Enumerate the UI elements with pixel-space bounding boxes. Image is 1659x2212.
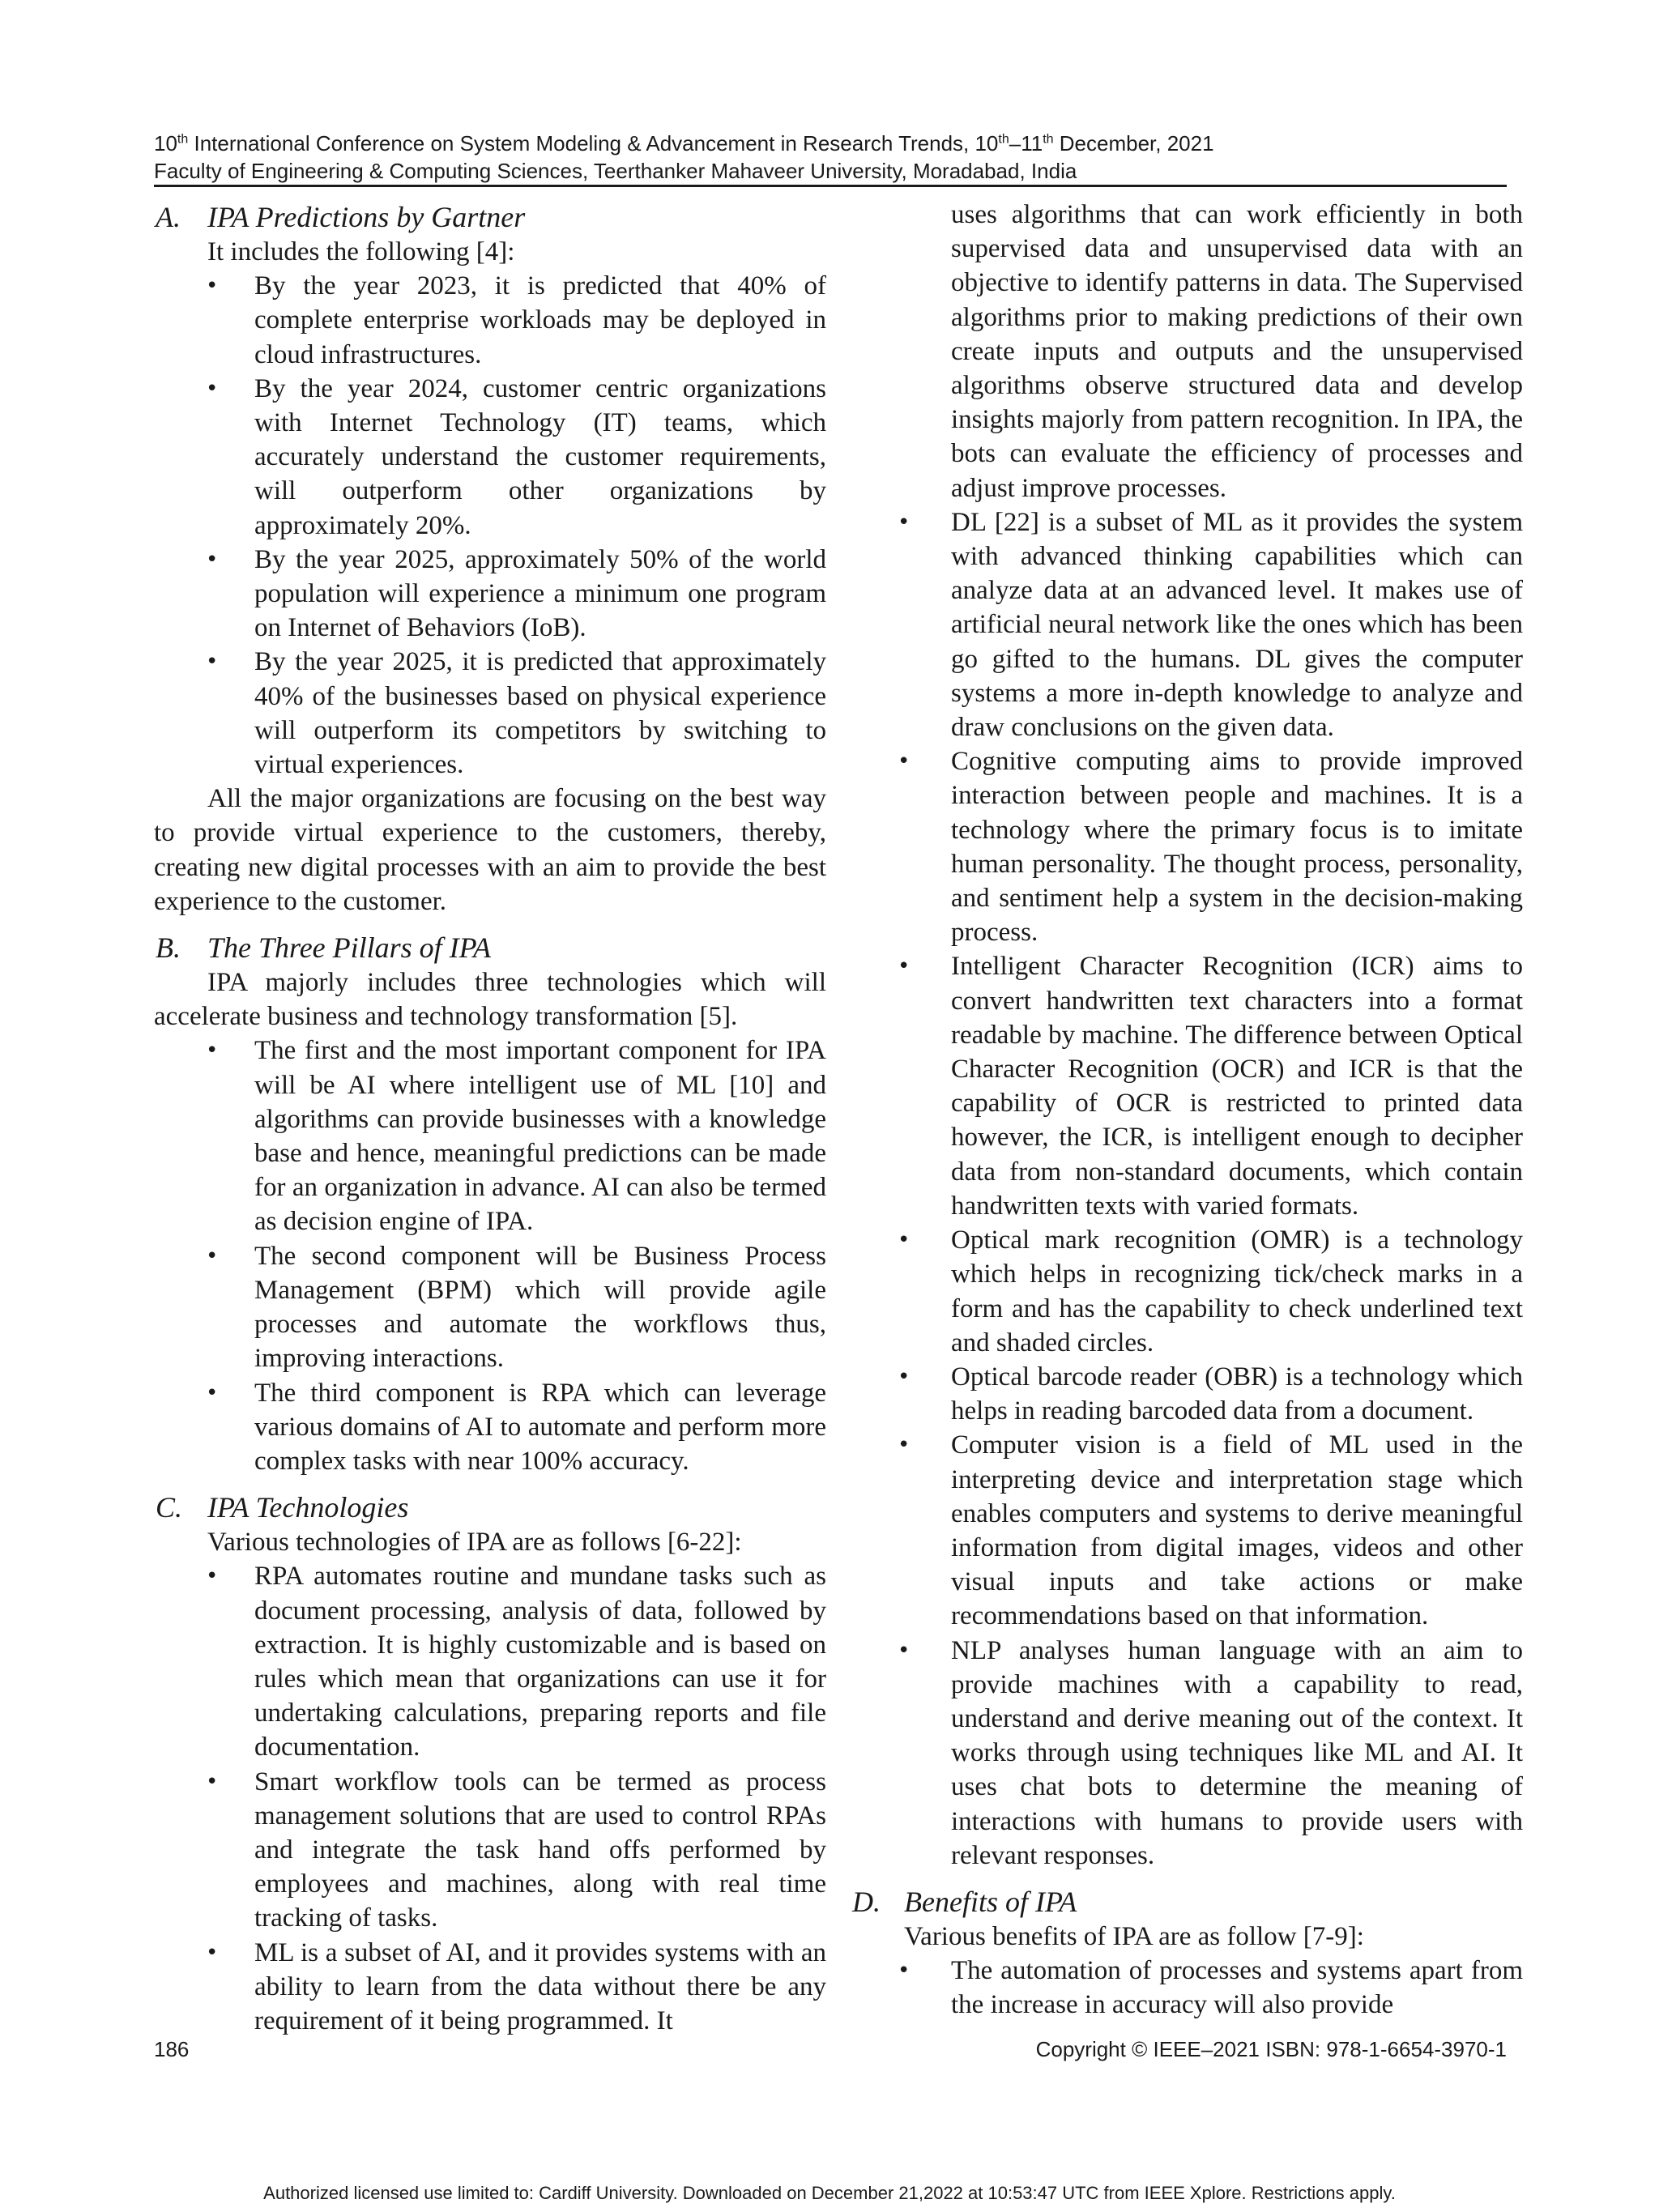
bullet-icon: • [206,376,219,401]
bullet-icon: • [898,1958,911,1984]
bullet-icon: • [206,1940,219,1965]
copyright-notice: Copyright © IEEE–2021 ISBN: 978-1-6654-3970-1 [1035,2037,1507,2061]
section-heading-d [851,1882,1523,1920]
section-title: IPA Technologies [207,1491,409,1524]
header-text: December, 2021 [1053,131,1214,156]
right-column [851,198,1523,2022]
list-item-text: The first and the most important component for IPA will be AI where intelligent use of ML [10] and algorithms can provide businesses with a knowledge base and hence, meaningful predictions can be made for an organization in advance. AI can also be termed as decision engine of IPA. [254,1036,826,1237]
running-header [154,130,1507,185]
list-item [851,1223,1523,1360]
header-faculty-line: Faculty of Engineering & Computing Sciences, Teerthanker Mahaveer University, Moradabad, India [154,159,1077,183]
continued-paragraph: uses algorithms that can work efficiently in both supervised data and unsupervised data with an objective to identify patterns in data. The Supervised algorithms prior to making predictions of their own create inputs and outputs and the unsupervised algorithms observe structured data and develop insights majorly from pattern recognition. In IPA, the bots can evaluate the efficiency of processes and adjust improve processes. [951,200,1523,503]
list-item [851,1360,1523,1428]
header-conference-line [154,130,1507,157]
bullet-icon: • [206,1769,219,1794]
bullet-icon: • [898,509,911,535]
list-item-text: Optical barcode reader (OBR) is a technology which helps in reading barcoded data from a document. [951,1362,1523,1426]
bullet-list [154,1034,826,1478]
list-item-text: ML is a subset of AI, and it provides systems with an ability to learn from the data without there be any requirement of it being programmed. It [254,1937,826,2035]
list-item [851,1634,1523,1873]
header-text: International Conference on System Modeling & Advancement in Research Trends, 10 [188,131,999,156]
bullet-icon: • [898,749,911,774]
license-notice: Authorized licensed use limited to: Cardiff University. Downloaded on December 21,2022 at 10:53:47 UTC from IEEE Xplore. Restrictions apply. [263,2183,1396,2203]
list-item-text: Cognitive computing aims to provide improved interaction between people and machines. It is a technology where the primary focus is to imitate human personality. The thought process, personality, and sentiment help a system in the decision-making process. [951,747,1523,948]
bullet-icon: • [206,1243,219,1268]
list-item [154,1376,826,1479]
section-title: The Three Pillars of IPA [207,931,491,965]
header-sup: th [1043,132,1054,147]
list-item [154,1765,826,1936]
header-text: –11 [1009,131,1043,156]
bullet-icon: • [206,547,219,572]
page-number: 186 [154,2037,190,2061]
list-item [154,1034,826,1238]
list-item-text: The automation of processes and systems apart from the increase in accuracy will also provide [951,1956,1523,2020]
body-paragraph: All the major organizations are focusing on the best way to provide virtual experience to the customers, thereby, creating new digital processes with an aim to provide the best experience to the customer. [154,784,826,916]
list-item-text: DL [22] is a subset of ML as it provides the system with advanced thinking capabilities which can analyze data at an advanced level. It makes use of artificial neural network like the ones which has been go gifted to the humans. DL gives the computer systems a more in-depth knowledge to analyze and draw conclusions on the given data. [951,507,1523,743]
section-title: Benefits of IPA [904,1885,1077,1918]
list-item-text: By the year 2025, approximately 50% of the world population will experience a minimum one program on Internet of Behaviors (IoB). [254,544,826,643]
section-title: IPA Predictions by Gartner [207,201,526,233]
section-heading-c [154,1488,826,1525]
list-item [154,645,826,782]
header-sup: th [177,132,189,147]
list-item-text: Optical mark recognition (OMR) is a technology which helps in recognizing tick/check marks in a form and has the capability to check underlined text and shaded circles. [951,1225,1523,1357]
section-heading-b [154,928,826,965]
list-item [154,1559,826,1764]
section-letter: A. [156,201,181,233]
list-item [851,1954,1523,2022]
section-letter: C. [156,1491,183,1524]
bullet-icon: • [898,1638,911,1663]
bullet-list [851,1954,1523,2022]
bullet-icon: • [898,1228,911,1253]
list-item-text: By the year 2023, it is predicted that 40% of complete enterprise workloads may be deployed in cloud infrastructures. [254,271,826,369]
header-sup: th [998,132,1009,147]
list-item [851,1428,1523,1633]
list-item-text: Intelligent Character Recognition (ICR) aims to convert handwritten text characters into a format readable by machine. The difference between Optical Character Recognition (OCR) and ICR is that the capability of OCR is restricted to printed data however, the ICR, is intelligent enough to decipher data from non-standard documents, which contain handwritten texts with varied formats. [951,952,1523,1221]
list-item-text: RPA automates routine and mundane tasks such as document processing, analysis of data, followed by extraction. It is highly customizable and is based on rules which mean that organizations can use it for undertaking calculations, preparing reports and file documentation. [254,1562,826,1762]
list-item-text: By the year 2025, it is predicted that approximately 40% of the businesses based on physical experience will outperform its competitors by switching to virtual experiences. [254,647,826,780]
list-item [851,949,1523,1223]
left-column [154,198,826,2038]
list-item [154,372,826,543]
section-intro: Various benefits of IPA are as follow [7-9]: [904,1921,1364,1951]
bullet-icon: • [206,650,219,675]
header-rule [154,185,1507,187]
list-item [851,744,1523,949]
list-item [154,543,826,646]
bullet-icon: • [898,1364,911,1389]
header-text: 10 [154,131,177,156]
list-item [154,1936,826,2039]
section-intro: Various technologies of IPA are as follows [6-22]: [207,1528,742,1558]
bullet-icon: • [898,1433,911,1458]
bullet-icon: • [206,1564,219,1589]
bullet-icon: • [206,1380,219,1405]
section-letter: B. [156,931,181,965]
list-item-text: Computer vision is a field of ML used in the interpreting device and interpretation stage which enables computers and systems to derive meaningful information from digital images, videos and other visual inputs and take actions or make recommendations based on that information. [951,1430,1523,1631]
list-item-text: Smart workflow tools can be termed as process management solutions that are used to control RPAs and integrate the task hand offs performed by employees and machines, along with real time tracking of tasks. [254,1767,826,1933]
bullet-icon: • [206,1038,219,1063]
bullet-list [851,505,1523,1873]
section-intro: It includes the following [4]: [207,237,515,266]
list-item-text: The third component is RPA which can leverage various domains of AI to automate and perform more complex tasks with near 100% accuracy. [254,1378,826,1476]
bullet-icon: • [206,274,219,299]
bullet-icon: • [898,954,911,979]
section-heading-a [154,198,826,235]
section-letter: D. [852,1885,881,1918]
list-item [851,505,1523,744]
list-item-text: The second component will be Business Process Management (BPM) which will provide agile processes and automate the workflows thus, improving interactions. [254,1241,826,1374]
list-item [154,1239,826,1376]
body-paragraph: IPA majorly includes three technologies which will accelerate business and technology transformation [5]. [154,968,826,1032]
list-item-text: NLP analyses human language with an aim to provide machines with a capability to read, understand and derive meaning out of the context. It works through using techniques like ML and AI. It uses chat bots to determine the meaning of interactions with humans to provide users with relevant responses. [951,1635,1523,1870]
list-item [154,269,826,372]
bullet-list [154,1559,826,2038]
list-item-text: By the year 2024, customer centric organizations with Internet Technology (IT) teams, which accurately understand the customer requirements, will outperform other organizations by approximately 20%. [254,373,826,540]
bullet-list [154,269,826,782]
